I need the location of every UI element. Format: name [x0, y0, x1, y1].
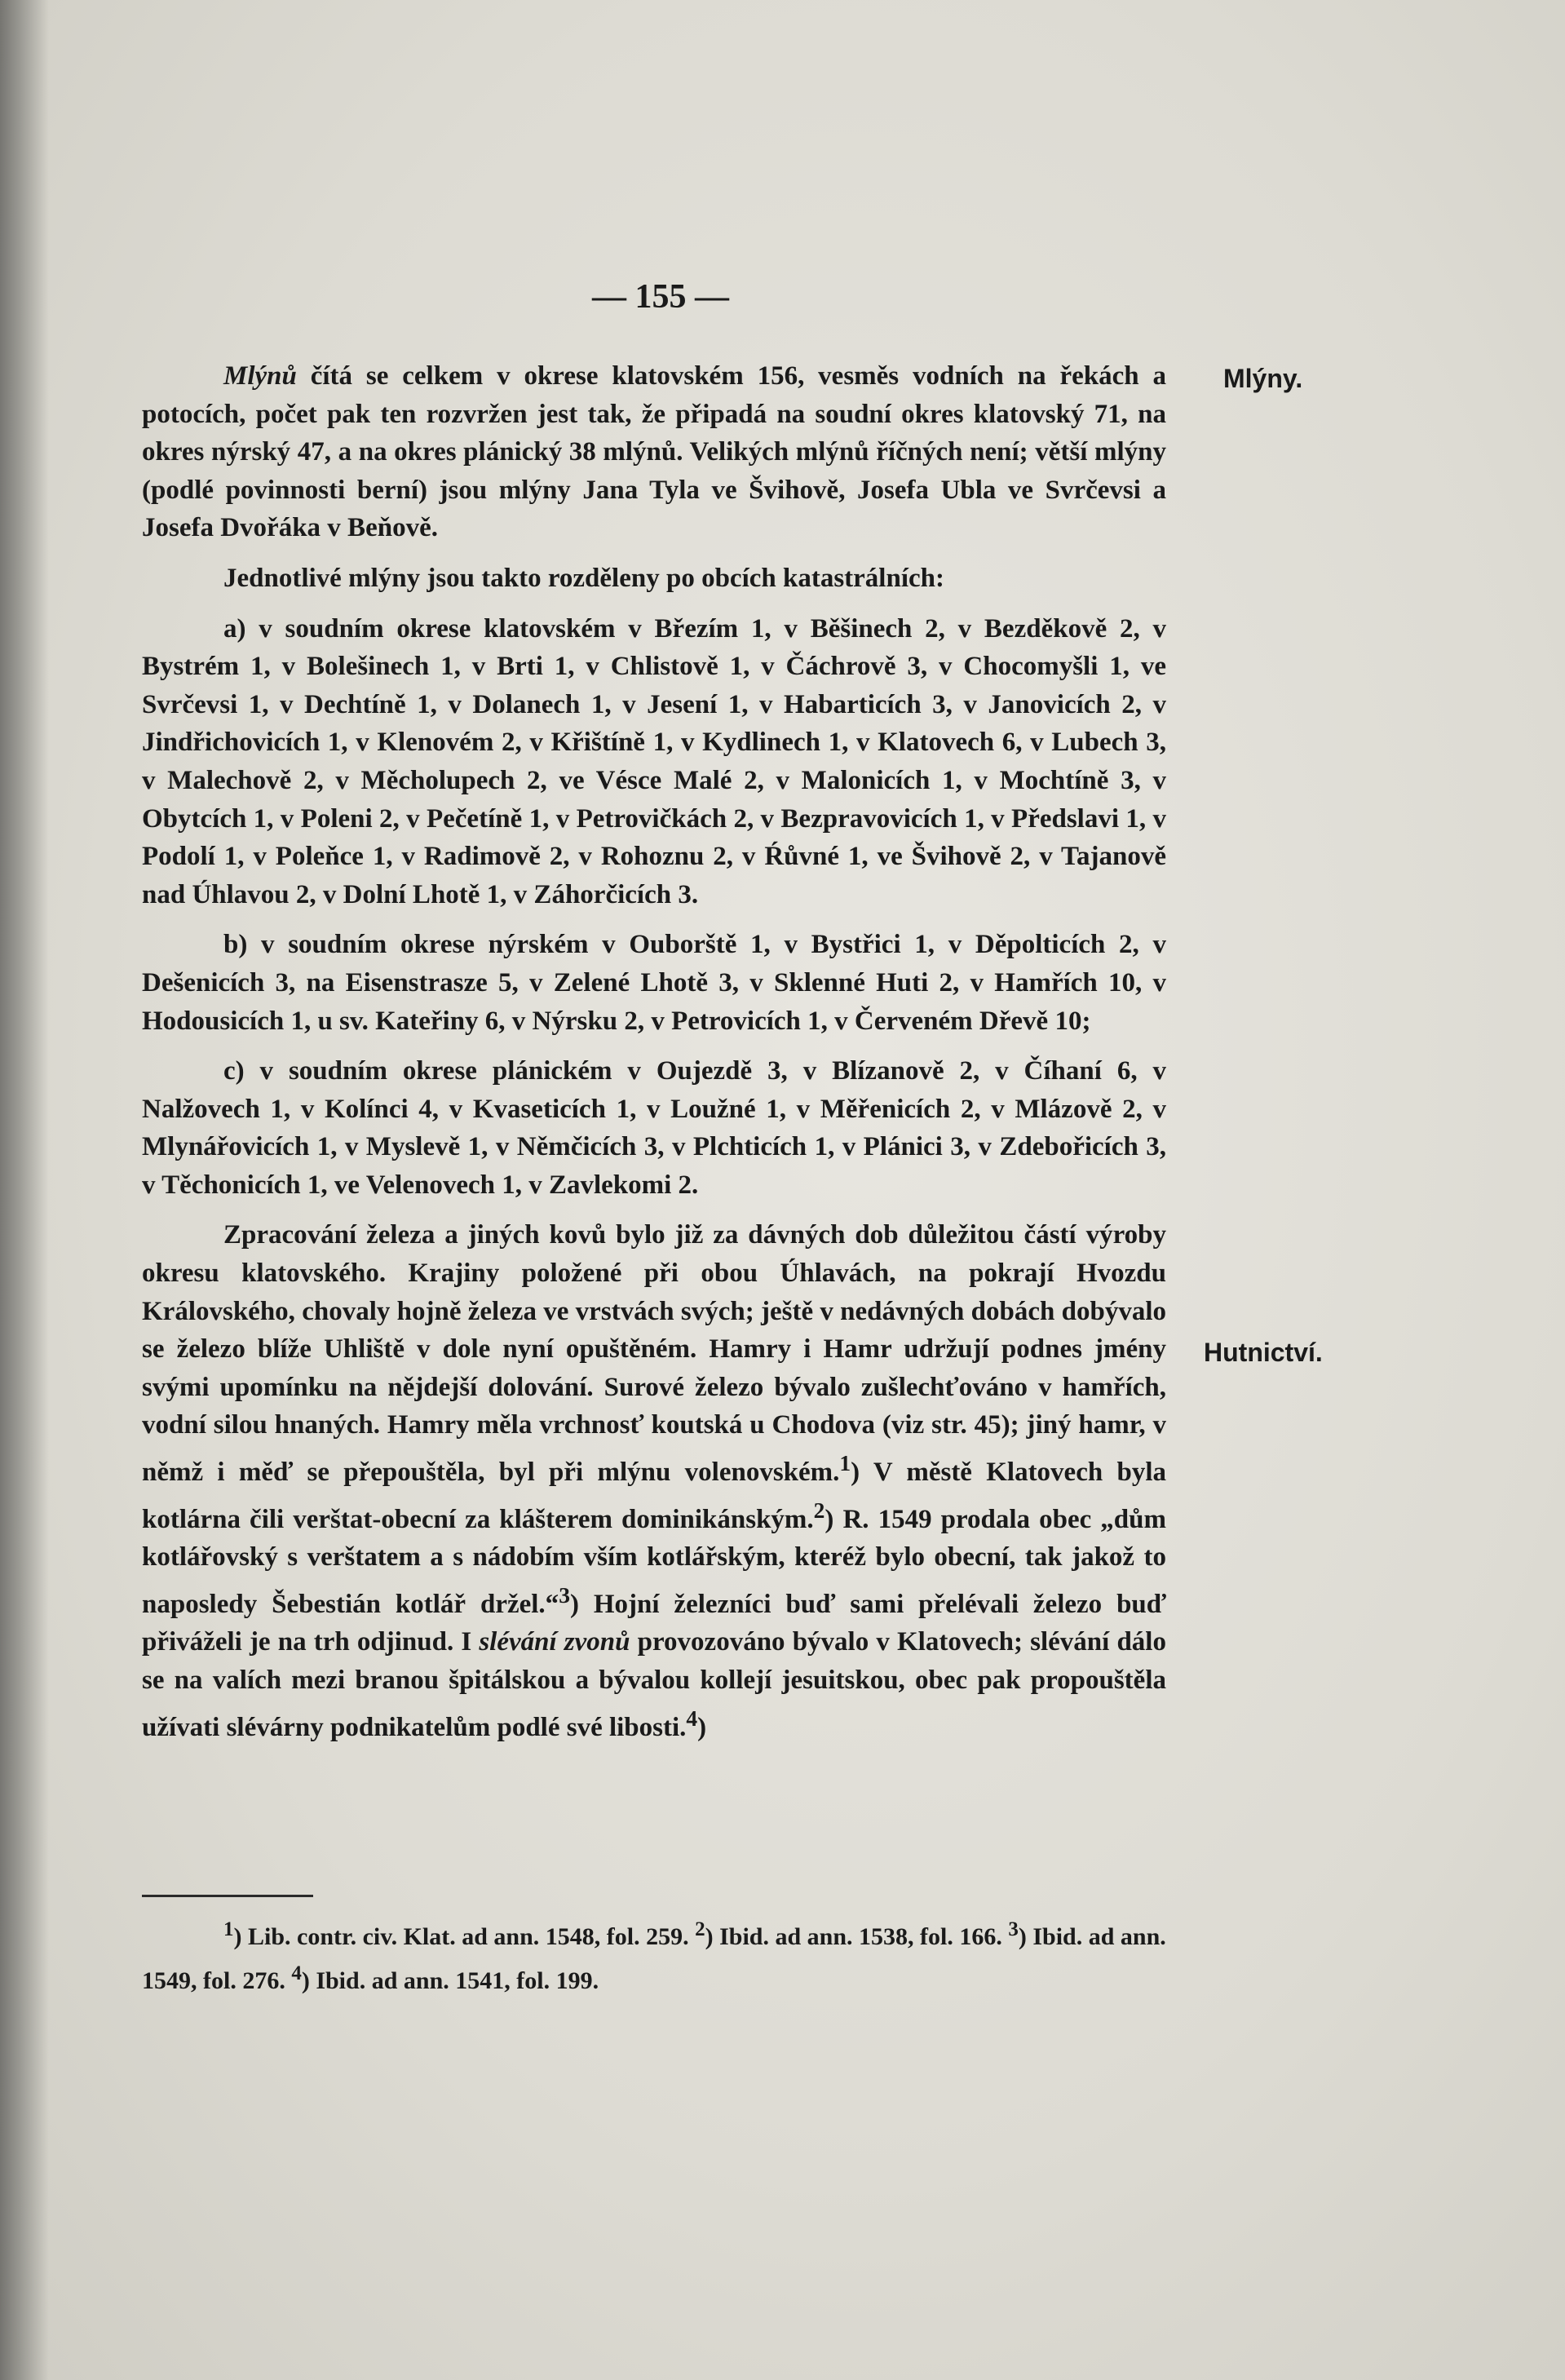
- footnote-text: ) Lib. contr. civ. Klat. ad ann. 1548, fol. 259.: [233, 1923, 696, 1950]
- paragraph-mills-count: [142, 357, 1166, 547]
- marginal-note-mlyny: Mlýny.: [1223, 364, 1303, 393]
- paragraph-text: provozováno bývalo v Klatovech; slévání dálo se na valích mezi branou špitálskou a bývalou kollejí jesuitskou, obec pak propouštěla užívati slévárny podnikatelům podlé své libosti.: [142, 1627, 1166, 1742]
- lead-word: Mlýnů: [223, 361, 297, 391]
- paragraph-planice-list: c) v soudním okrese plánickém v Oujezdě 3, v Blízanově 2, v Číhaní 6, v Nalžovech 1, v Kolínci 4, v Kvaseticích 1, v Loužné 1, v Měřenicích 2, v Mlázově 2, v Mlynářovicích 1, v Myslevě 1, v Němčicích 3, v Plchticích 1, v Plánici 3, v Zdebořicích 3, v Těchonicích 1, ve Velenovech 1, v Zavlekomi 2.: [142, 1056, 1166, 1200]
- paragraph-text: ) R. 1549 prodala obec „dům kotlářovský s verštatem a s nádobím vším kotlářským, kteréž bylo obecní, tak jakož to naposledy Šebestián kotlář držel.“: [142, 1504, 1166, 1619]
- paragraph-nyrsko-list: b) v soudním okrese nýrském v Ouborště 1, v Bystřici 1, v Děpolticích 2, v Dešenicích 3, na Eisenstrasze 5, v Zelené Lhotě 3, v Sklenné Huti 2, v Hamřích 10, v Hodousicích 1, u sv. Kateřiny 6, v Nýrsku 2, v Petrovicích 1, v Červeném Dřevě 10;: [142, 930, 1166, 1036]
- body-text: [142, 357, 1166, 1758]
- footnote-ref: 1: [839, 1450, 851, 1476]
- footnote-text: ) Ibid. ad ann. 1538, fol. 166.: [705, 1923, 1009, 1950]
- footnote-text: ) Ibid. ad ann. 1541, fol. 199.: [301, 1967, 599, 1994]
- footnote-number: 3: [1008, 1918, 1019, 1940]
- footnotes: [142, 1911, 1166, 1999]
- footnote-number: 4: [291, 1962, 302, 1984]
- page-number: — 155 —: [592, 278, 729, 316]
- footnote-ref: 4: [686, 1705, 698, 1731]
- page-binding-shadow: [0, 0, 49, 2380]
- footnote-divider: [142, 1895, 313, 1897]
- footnote-number: 2: [695, 1918, 705, 1940]
- paragraph-text: ) Hojní železníci buď sami přelévali železo buď přiváželi je na trh odjinud. I: [142, 1589, 1166, 1657]
- footnote-number: 1: [223, 1918, 234, 1940]
- paragraph-text: ): [697, 1712, 707, 1742]
- paragraph-distribution-intro: Jednotlivé mlýny jsou takto rozděleny po obcích katastrálních:: [223, 563, 944, 593]
- footnote-text: ) Ibid. ad ann. 1549, fol. 276.: [142, 1923, 1166, 1994]
- paragraph-text: čítá se celkem v okrese klatovském 156, vesměs vodních na řekách a potocích, počet pak ten rozvržen jest tak, že připadá na soudní okres klatovský 71, na okres nýrský 47, a na okres plánický 38 mlýnů. Velikých mlýnů říčných není; větší mlýny (podlé povinnosti berní) jsou mlýny Jana Tyla ve Švihově, Josefa Ubla ve Svrčevsi a Josefa Dvořáka v Beňově.: [142, 361, 1166, 543]
- marginal-note-hutnictvi: Hutnictví.: [1204, 1338, 1323, 1367]
- paragraph-text: ) V městě Klatovech byla kotlárna čili verštat-obecní za klášterem dominikánským.: [142, 1458, 1166, 1534]
- paragraph-metalworking: [142, 1216, 1166, 1746]
- paragraph-text: Zpracování železa a jiných kovů bylo již za dávných dob důležitou částí výroby okresu klatovského. Krajiny položené při obou Úhlavách, na pokrají Hvozdu Královského, chovaly hojně železa ve vrstvách svých; ještě v nedávných dobách dobývalo se železo blíže Uhliště v dole nyní opuštěném. Hamry i Hamr udržují podnes jmény svými upomínku na nějdejší dolování. Surové železo bývalo zušlechťováno v hamřích, vodní silou hnaných. Hamry měla vrchnosť koutská u Chodova (viz str. 45); jiný hamr, v němž i měď se přepouštěla, byl při mlýnu volenovském.: [142, 1220, 1166, 1488]
- footnote-ref: 3: [559, 1582, 570, 1608]
- paragraph-klatovy-list: a) v soudním okrese klatovském v Březím 1, v Běšinech 2, v Bezděkově 2, v Bystrém 1, v Bolešinech 1, v Brti 1, v Chlistově 1, v Čáchrově 3, v Chocomyšli 1, ve Svrčevsi 1, v Dechtíně 1, v Dolanech 1, v Jesení 1, v Habarticích 3, v Janovicích 2, v Jindřichovicích 1, v Klenovém 2, v Křištíně 1, v Kydlinech 1, v Klatovech 6, v Lubech 3, v Malechově 2, v Měcholupech 2, ve Vésce Malé 2, v Malonicích 1, v Mochtíně 3, v Obytcích 1, v Poleni 2, v Pečetíně 1, v Petrovičkách 2, v Bezpravovicích 1, v Předslavi 1, v Podolí 1, v Poleňce 1, v Radimově 2, v Rohoznu 2, v Ŕůvné 1, ve Švihově 2, v Tajanově nad Úhlavou 2, v Dolní Lhotě 1, v Záhorčicích 3.: [142, 613, 1166, 909]
- italic-term: slévání zvonů: [479, 1627, 630, 1657]
- footnote-ref: 2: [813, 1497, 825, 1523]
